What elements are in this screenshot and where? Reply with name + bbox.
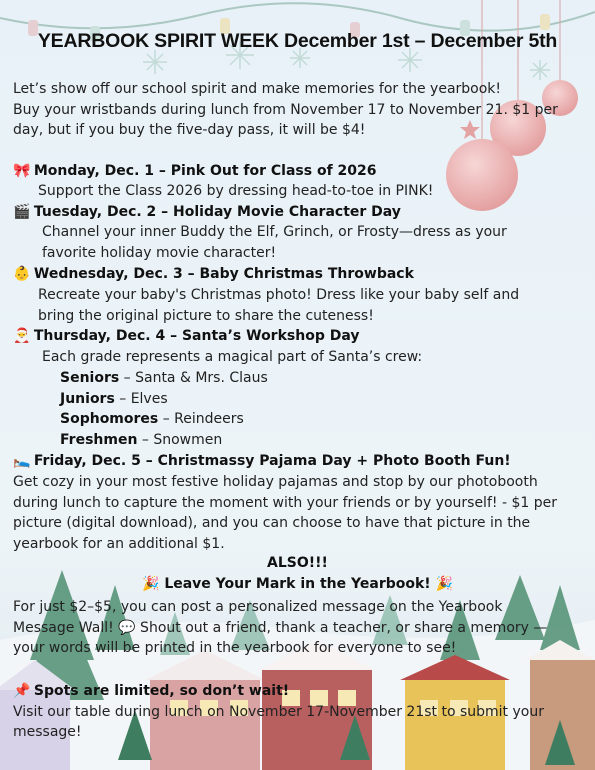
wednesday-heading-text: Wednesday, Dec. 3 – Baby Christmas Throwback <box>33 266 414 282</box>
friday-description-4: yearbook for an additional $1. <box>13 535 225 552</box>
santa-icon: 🎅 <box>13 328 31 344</box>
monday-description: Support the Class 2026 by dressing head-to-toe in PINK! <box>38 183 434 199</box>
page-title: YEARBOOK SPIRIT WEEK December 1st – December 5th <box>37 30 558 52</box>
friday-description-2: during lunch to capture the moment with your friends or by yourself! - $1 per <box>13 494 557 511</box>
grade-name: Sophomores <box>60 411 159 427</box>
message-line-2: Message Wall! 💬 Shout out a friend, thank a teacher, or share a memory — <box>13 619 548 636</box>
intro-line-1: Let’s show off our school spirit and make memories for the yearbook! <box>13 81 502 97</box>
bed-icon: 🛌 <box>13 453 31 469</box>
party-popper-icon: 🎉 <box>435 576 453 592</box>
grade-name: Freshmen <box>60 431 138 448</box>
leave-mark-text: Leave Your Mark in the Yearbook! <box>164 576 431 592</box>
tuesday-description-1: Channel your inner Buddy the Elf, Grinch, or Frosty—dress as your <box>42 224 507 240</box>
thursday-description: Each grade represents a magical part of Santa’s crew: <box>42 349 423 365</box>
message-line-3: your words will be printed in the yearbook for everyone to see! <box>13 640 457 656</box>
visit-line-2: message! <box>13 724 82 740</box>
friday-heading-text: Friday, Dec. 5 – Christmassy Pajama Day + Photo Booth Fun! <box>33 453 511 469</box>
grade-role: – Snowmen <box>137 431 223 448</box>
wednesday-description-1: Recreate your baby's Christmas photo! Dress like your baby self and <box>38 287 520 303</box>
grade-sophomores <box>60 409 244 429</box>
thursday-heading-text: Thursday, Dec. 4 – Santa’s Workshop Day <box>33 328 360 344</box>
spots-heading <box>13 681 289 701</box>
grade-role: – Elves <box>114 390 168 407</box>
tuesday-description-2: favorite holiday movie character! <box>42 244 277 261</box>
friday-description-3: picture (digital download), and you can choose to have that picture in the <box>13 515 531 531</box>
friday-description-1: Get cozy in your most festive holiday pajamas and stop by our photobooth <box>13 474 538 490</box>
tuesday-heading <box>13 202 401 222</box>
leave-mark-heading <box>0 576 595 592</box>
wednesday-description-2: bring the original picture to share the cuteness! <box>38 307 374 324</box>
grade-freshmen <box>60 430 222 450</box>
grade-role: – Reindeers <box>158 411 244 427</box>
ribbon-icon: 🎀 <box>13 163 31 179</box>
intro-line-3: day, but if you buy the five-day pass, it will be $4! <box>13 122 366 138</box>
grade-role: – Santa & Mrs. Claus <box>119 370 268 386</box>
message-line-1: For just $2–$5, you can post a personalized message on the Yearbook <box>13 599 503 615</box>
also-heading: ALSO!!! <box>267 555 328 571</box>
wednesday-heading <box>13 264 414 284</box>
grade-seniors <box>60 368 268 388</box>
visit-line-1: Visit our table during lunch on November 17-November 21st to submit your <box>13 704 544 720</box>
grade-name: Juniors <box>60 390 115 407</box>
thursday-heading <box>13 326 359 346</box>
spots-text: Spots are limited, so don’t wait! <box>33 683 290 699</box>
baby-icon: 👶 <box>13 266 31 282</box>
clapperboard-icon: 🎬 <box>13 204 31 220</box>
grade-juniors <box>60 389 168 409</box>
grade-name: Seniors <box>60 370 120 386</box>
pushpin-icon: 📌 <box>13 683 31 699</box>
monday-heading-text: Monday, Dec. 1 – Pink Out for Class of 2026 <box>33 163 377 179</box>
monday-heading <box>13 161 377 181</box>
party-popper-icon: 🎉 <box>142 576 160 592</box>
intro-line-2: Buy your wristbands during lunch from November 17 to November 21. $1 per <box>13 101 558 118</box>
friday-heading <box>13 451 511 471</box>
tuesday-heading-text: Tuesday, Dec. 2 – Holiday Movie Character Day <box>33 204 401 220</box>
